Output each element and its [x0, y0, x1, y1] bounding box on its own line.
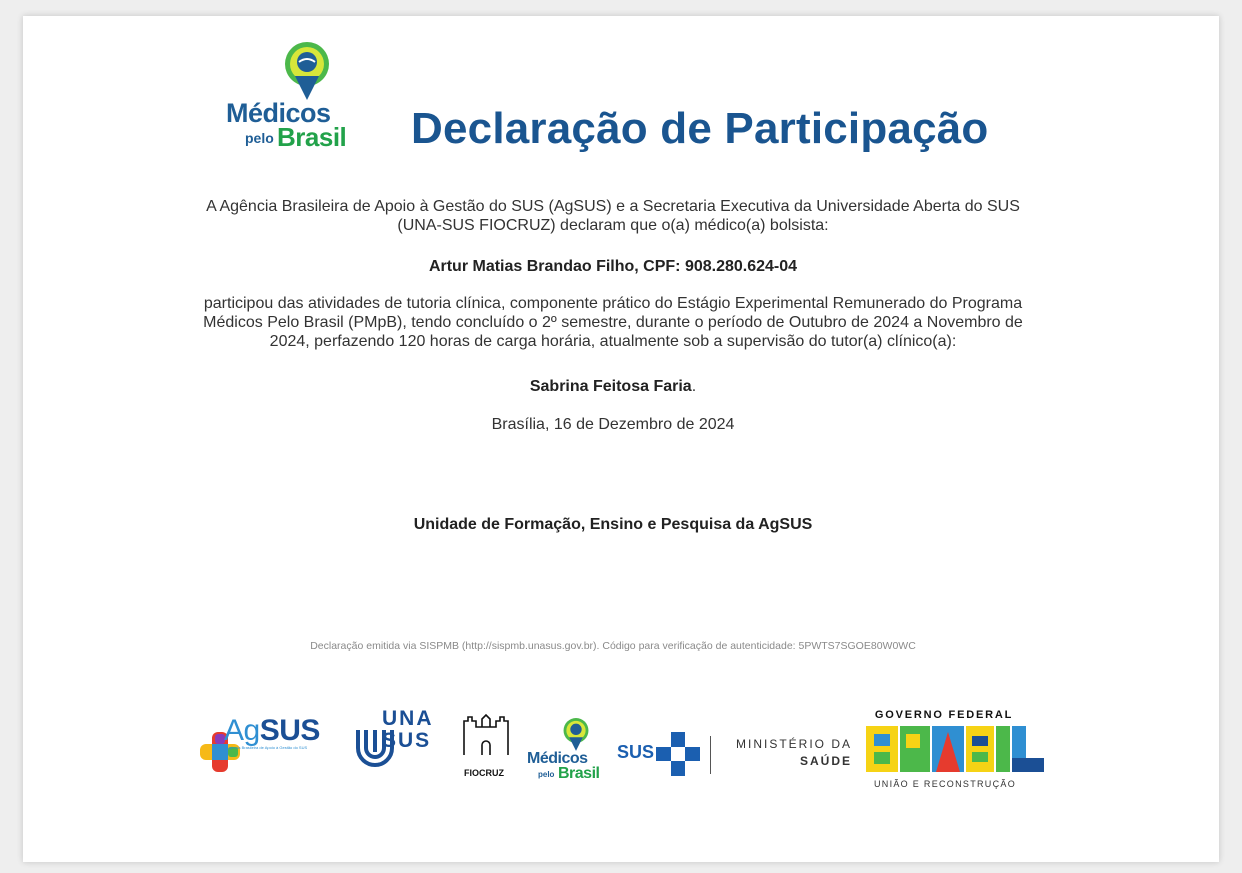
- logo-word-pelo: pelo: [245, 130, 274, 146]
- medicos-pelo-brasil-footer-logo: [526, 718, 611, 786]
- place-date: Brasília, 16 de Dezembro de 2024: [491, 416, 735, 433]
- medicos-pelo-brasil-logo: [223, 42, 363, 152]
- ministerio-saude-logo: MINISTÉRIO DA SAÚDE: [736, 737, 853, 768]
- logo-divider: [710, 736, 711, 774]
- footer-logo-pelo: pelo: [538, 770, 555, 779]
- description-paragraph: participou das atividades de tutoria clínica, componente prático do Estágio Experimental Remunerado do Programa Médicos Pelo Brasil (PMpB), tendo concluído o 2º semestre, durante o período de Outubro de 2024 a Novembro de 2024, perfazendo 120 horas de carga horária, atualmente sob a supervisão do tutor(a) clínico(a):: [203, 295, 1023, 350]
- agsus-logo-subtitle: Agência Brasileira de Apoio à Gestão do SUS: [226, 745, 308, 750]
- tutor-line: [183, 377, 1043, 396]
- unasus-logo-text: UNA SUS: [382, 707, 434, 752]
- fiocruz-label: FIOCRUZ: [464, 768, 504, 778]
- verification-footnote: Declaração emitida via SISPMB (http://sispmb.unasus.gov.br). Código para verificação de autenticidade: 5PWTS7SGOE80W0WC: [310, 640, 916, 652]
- sus-logo-text: SUS: [617, 742, 655, 762]
- doctor-pin-small-icon: [562, 718, 590, 752]
- agsus-logo: AgSUS: [224, 714, 320, 747]
- tutor-punct: .: [691, 378, 697, 395]
- brasil-colored-wordmark: [866, 726, 1044, 772]
- footer-logo-brasil: Brasil: [558, 765, 600, 782]
- doctor-pin-icon: [283, 42, 331, 102]
- logo-word-medicos: Médicos: [226, 98, 331, 128]
- intro-paragraph: A Agência Brasileira de Apoio à Gestão do SUS (AgSUS) e a Secretaria Executiva da Universidade Aberta do SUS (UNA-SUS FIOCRUZ) declaram que o(a) médico(a) bolsista:: [206, 198, 1020, 234]
- fiocruz-castle-icon: [462, 713, 510, 757]
- sus-cross-icon: [656, 732, 700, 776]
- logo-word-brasil: Brasil: [277, 122, 347, 152]
- governo-federal-label: GOVERNO FEDERAL: [874, 709, 1014, 721]
- tutor-name: Sabrina Feitosa Faria: [529, 378, 692, 395]
- footer-logo-medicos: Médicos: [527, 750, 588, 767]
- signatory: Unidade de Formação, Ensino e Pesquisa da AgSUS: [413, 516, 813, 533]
- uniao-reconstrucao-label: UNIÃO E RECONSTRUÇÃO: [873, 779, 1016, 789]
- page-title: Declaração de Participação: [411, 104, 989, 153]
- participant-name: Artur Matias Brandao Filho, CPF: 908.280.624-04: [428, 258, 798, 275]
